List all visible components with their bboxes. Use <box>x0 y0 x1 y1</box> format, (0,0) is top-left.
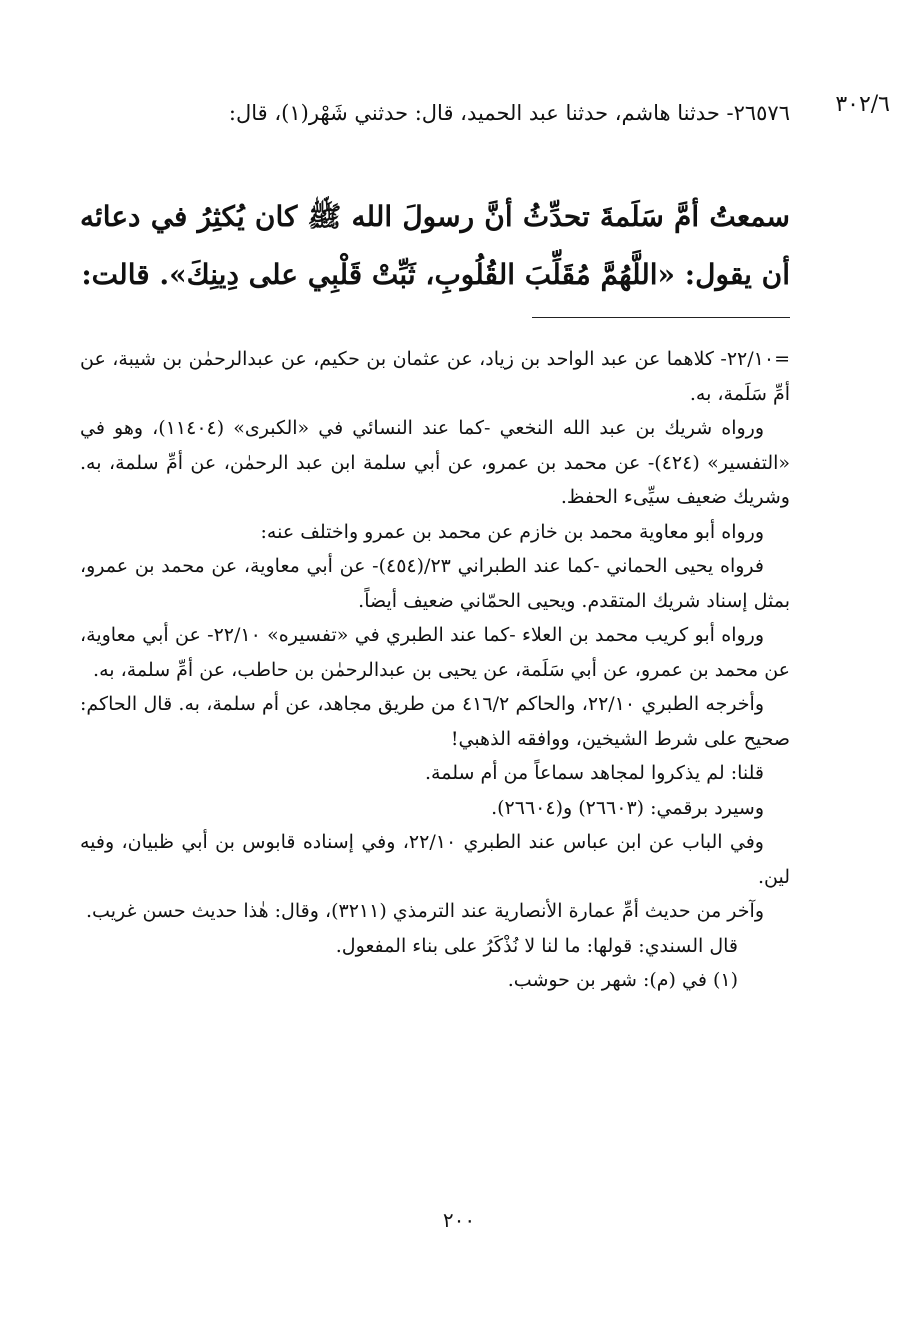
note-paragraph: فرواه يحيى الحماني -كما عند الطبراني ٢٣/(٤٥٤)- عن أبي معاوية، عن محمد بن عمرو، بمثل إسناد شريك المتقدم. ويحيى الحمّاني ضعيف أيضاً. <box>80 555 790 612</box>
note-paragraph: وأخرجه الطبري ٢٢/١٠، والحاكم ٤١٦/٢ من طريق مجاهد، عن أم سلمة، به. قال الحاكم: صحيح على شرط الشيخين، ووافقه الذهبي! <box>80 693 790 750</box>
note-paragraph: وفي الباب عن ابن عباس عند الطبري ٢٢/١٠، وفي إسناده قابوس بن أبي ظبيان، وفيه لين. <box>80 831 790 888</box>
note-paragraph: ورواه أبو معاوية محمد بن خازم عن محمد بن عمرو واختلف عنه: <box>260 520 764 543</box>
hadith-main-text: سمعتُ أمَّ سَلَمةَ تحدِّثُ أنَّ رسولَ الله ﷺ كان يُكثِرُ في دعائه أن يقول: «اللَّهُمَّ مُقَلِّبَ القُلُوبِ، ثَبِّتْ قَلْبِي على دِينِكَ». قالت: <box>80 200 790 291</box>
note-paragraph: وآخر من حديث أمِّ عمارة الأنصارية عند الترمذي (٣٢١١)، وقال: هٰذا حديث حسن غريب. <box>86 900 764 922</box>
note-paragraph: قلنا: لم يذكروا لمجاهد سماعاً من أم سلمة. <box>425 762 764 784</box>
note-paragraph: وسيرد برقمي: (٢٦٦٠٣) و(٢٦٦٠٤). <box>491 796 764 819</box>
footnotes-section <box>80 342 790 998</box>
page-number: ٢٠٠ <box>442 1208 476 1232</box>
footnote-1: (١) في (م): شهر بن حوشب. <box>507 969 738 991</box>
note-paragraph: ورواه أبو كريب محمد بن العلاء -كما عند الطبري في «تفسيره» ٢٢/١٠- عن أبي معاوية، عن محمد بن عمرو، عن أبي سَلَمة، عن يحيى بن عبدالرحمٰن بن حاطب، عن أمِّ سلمة، به. <box>80 624 790 681</box>
note-paragraph: ورواه شريك بن عبد الله النخعي -كما عند النسائي في «الكبرى» (١١٤٠٤)، وهو في «التفسير» (٤٢٤)- عن محمد بن عمرو، عن أبي سلمة ابن عبد الرحمٰن، عن أمِّ سلمة، به. وشريك ضعيف سيِّىء الحفظ. <box>80 417 791 508</box>
footnote-separator-rule <box>532 317 790 318</box>
note-paragraph: قال السندي: قولها: ما لنا لا نُذْكَرُ على بناء المفعول. <box>335 934 738 957</box>
hadith-chain-header: ٢٦٥٧٦- حدثنا هاشم، حدثنا عبد الحميد، قال: حدثني شَهْر(١)، قال: <box>228 101 790 125</box>
note-continuation: =٢٢/١٠- كلاهما عن عبد الواحد بن زياد، عن عثمان بن حكيم، عن عبدالرحمٰن بن شيبة، عن أمِّ سَلَمة، به. <box>80 348 790 405</box>
margin-volume-page-reference: ٣٠٢/٦ <box>835 92 890 117</box>
